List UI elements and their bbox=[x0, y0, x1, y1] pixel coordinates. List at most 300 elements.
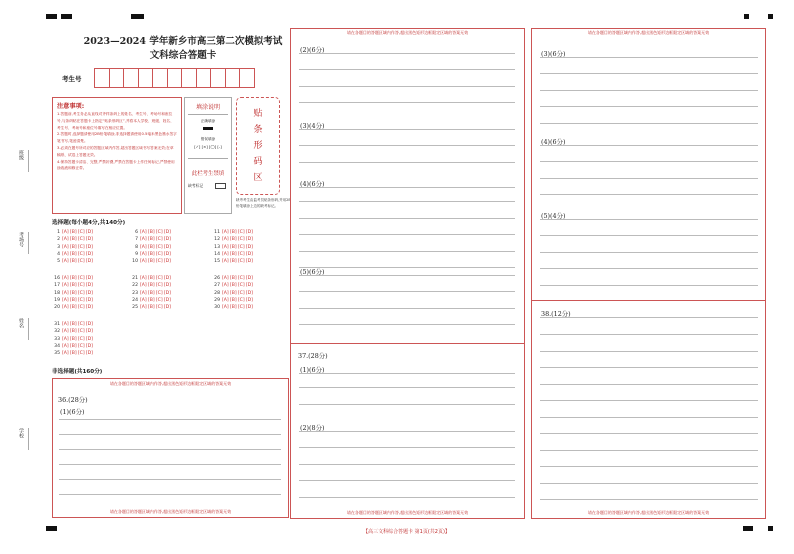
mc-option-bubble[interactable]: [A] bbox=[222, 237, 229, 243]
binding-line bbox=[28, 232, 29, 254]
mc-option-bubble[interactable]: [C] bbox=[77, 297, 85, 303]
mc-option-bubble[interactable]: [B] bbox=[229, 283, 237, 289]
exam-no-digit-box[interactable] bbox=[225, 68, 241, 88]
mc-option-bubble[interactable]: [D] bbox=[163, 251, 171, 257]
mc-option-bubble[interactable]: [C] bbox=[237, 305, 245, 311]
mc-option-bubble[interactable]: [D] bbox=[85, 351, 93, 357]
mc-option-bubble[interactable]: [A] bbox=[140, 237, 147, 243]
mc-option-bubble[interactable]: [A] bbox=[222, 230, 229, 235]
mc-option-bubble[interactable]: [D] bbox=[245, 297, 253, 303]
mc-option-bubble[interactable]: [D] bbox=[163, 230, 171, 235]
mc-option-bubble[interactable]: [B] bbox=[69, 244, 77, 250]
mc-question-number: 21 bbox=[132, 276, 138, 281]
mc-question-row bbox=[52, 322, 94, 327]
mc-option-bubble[interactable]: [B] bbox=[69, 230, 77, 235]
mc-option-bubble[interactable]: [B] bbox=[69, 237, 77, 243]
mc-question-number: 29 bbox=[214, 297, 220, 303]
mc-option-bubble[interactable]: [B] bbox=[147, 290, 155, 296]
mc-option-bubble[interactable]: [A] bbox=[62, 329, 69, 335]
mc-option-bubble[interactable]: [D] bbox=[163, 290, 171, 296]
answer-line[interactable] bbox=[540, 317, 758, 318]
answer-line[interactable] bbox=[299, 187, 515, 188]
mc-option-bubble[interactable]: [D] bbox=[85, 283, 93, 289]
mc-option-bubble[interactable]: [A] bbox=[140, 276, 147, 281]
answer-line[interactable] bbox=[299, 480, 515, 481]
mc-question-number: 30 bbox=[214, 305, 220, 311]
mc-question-row bbox=[212, 230, 254, 235]
mc-option-bubble[interactable]: [A] bbox=[140, 259, 147, 265]
notice-item: 2.答题时,选择题请使用2B铅笔填涂,非选择题请使用0.5毫米黑色墨水签字笔书写,笔迹清楚。 bbox=[57, 132, 177, 144]
mc-question-row bbox=[52, 298, 94, 303]
answer-line[interactable] bbox=[299, 86, 515, 87]
answer-line[interactable] bbox=[540, 285, 758, 286]
answer-line[interactable] bbox=[540, 367, 758, 368]
answer-line[interactable] bbox=[299, 234, 515, 235]
mc-option-bubble[interactable]: [C] bbox=[155, 237, 163, 243]
exam-no-digit-box[interactable] bbox=[138, 68, 154, 88]
notice-item: 4.保持答题卡清洁、完整,严禁折叠,严禁在答题卡上作任何标记,严禁使用涂改液和修正带。 bbox=[57, 159, 175, 171]
exam-no-digit-box[interactable] bbox=[94, 68, 110, 88]
mc-option-bubble[interactable]: [C] bbox=[77, 336, 85, 342]
answer-line[interactable] bbox=[299, 291, 515, 292]
answer-line[interactable] bbox=[540, 334, 758, 335]
mc-question-number: 32 bbox=[54, 329, 60, 335]
mc-option-bubble[interactable]: [D] bbox=[85, 251, 93, 257]
mc-option-bubble[interactable]: [D] bbox=[245, 244, 253, 250]
answer-line[interactable] bbox=[299, 404, 515, 405]
mc-option-bubble[interactable]: [A] bbox=[140, 283, 147, 289]
mc-question-number: 2 bbox=[57, 237, 60, 243]
mc-option-bubble[interactable]: [D] bbox=[85, 329, 93, 335]
mc-option-bubble[interactable]: [D] bbox=[163, 237, 171, 243]
mc-question-number: 10 bbox=[132, 259, 138, 265]
notice-item: 1.答题前,考生务必从直线对齐样条码上的姓名、考生号、考场号和座位号,与条码粘在答题卡上指定“贴条形码区”,并将本人学校、班级、姓名、考生号、考场号和座位号填写在相应位置。 bbox=[57, 112, 174, 130]
mc-option-bubble[interactable]: [A] bbox=[140, 244, 147, 250]
exam-no-digit-box[interactable] bbox=[152, 68, 168, 88]
mc-option-bubble[interactable]: [C] bbox=[77, 244, 85, 250]
exam-no-digit-box[interactable] bbox=[196, 68, 212, 88]
mc-option-bubble[interactable]: [D] bbox=[245, 276, 253, 281]
mc-option-bubble[interactable]: [B] bbox=[69, 276, 77, 281]
answer-line[interactable] bbox=[299, 497, 515, 498]
mc-option-bubble[interactable]: [A] bbox=[140, 290, 147, 296]
answer-line[interactable] bbox=[540, 73, 758, 74]
mc-option-bubble[interactable]: [C] bbox=[155, 297, 163, 303]
mc-option-bubble[interactable]: [B] bbox=[229, 305, 237, 311]
mc-option-bubble[interactable]: [A] bbox=[62, 336, 69, 342]
q36-title: 36.(28分) bbox=[58, 396, 88, 404]
mc-option-bubble[interactable]: [C] bbox=[77, 237, 85, 243]
mc-option-bubble[interactable]: [B] bbox=[69, 351, 77, 357]
answer-line[interactable] bbox=[299, 162, 515, 163]
answer-line[interactable] bbox=[59, 449, 281, 450]
mc-question-number: 19 bbox=[54, 297, 60, 303]
registration-mark bbox=[46, 526, 57, 531]
answer-line[interactable] bbox=[540, 351, 758, 352]
answer-panel-36 bbox=[52, 378, 289, 518]
answer-line[interactable] bbox=[540, 400, 758, 401]
mc-question-number: 17 bbox=[54, 283, 60, 289]
mc-option-bubble[interactable]: [C] bbox=[77, 290, 85, 296]
answer-line[interactable] bbox=[299, 324, 515, 325]
mc-option-bubble[interactable]: [D] bbox=[245, 305, 253, 311]
mc-option-bubble[interactable]: [A] bbox=[62, 259, 69, 265]
answer-line[interactable] bbox=[540, 106, 758, 107]
fill-guide-divider bbox=[188, 158, 228, 159]
fill-guide-panel bbox=[184, 97, 232, 214]
mc-option-bubble[interactable]: [A] bbox=[140, 230, 147, 235]
mc-option-bubble[interactable]: [C] bbox=[237, 251, 245, 257]
mc-question-number: 4 bbox=[57, 251, 60, 257]
mc-option-bubble[interactable]: [B] bbox=[229, 237, 237, 243]
mc-option-bubble[interactable]: [A] bbox=[222, 259, 229, 265]
mc-option-bubble[interactable]: [B] bbox=[147, 259, 155, 265]
q36-part2: (2)(6分) bbox=[300, 46, 325, 54]
mc-option-bubble[interactable]: [C] bbox=[237, 237, 245, 243]
mc-question-row bbox=[130, 237, 172, 242]
absent-mark-box[interactable] bbox=[215, 183, 226, 189]
mc-question-number: 22 bbox=[132, 283, 138, 289]
mc-question-row bbox=[212, 259, 254, 264]
mc-option-bubble[interactable]: [C] bbox=[155, 251, 163, 257]
mc-option-bubble[interactable]: [C] bbox=[77, 283, 85, 289]
mc-option-bubble[interactable]: [A] bbox=[62, 244, 69, 250]
mc-option-bubble[interactable]: [D] bbox=[85, 297, 93, 303]
mc-option-bubble[interactable]: [B] bbox=[229, 290, 237, 296]
mc-option-bubble[interactable]: [D] bbox=[85, 230, 93, 235]
mc-option-bubble[interactable]: [B] bbox=[147, 305, 155, 311]
mc-option-bubble[interactable]: [C] bbox=[155, 230, 163, 235]
mc-option-bubble[interactable]: [B] bbox=[69, 290, 77, 296]
answer-line[interactable] bbox=[59, 479, 281, 480]
mc-option-bubble[interactable]: [C] bbox=[155, 259, 163, 265]
mc-option-bubble[interactable]: [C] bbox=[77, 322, 85, 327]
answer-line[interactable] bbox=[299, 102, 515, 103]
mc-option-bubble[interactable]: [D] bbox=[85, 259, 93, 265]
mc-option-bubble[interactable]: [D] bbox=[163, 259, 171, 265]
q38-title: 38.(12分) bbox=[541, 310, 571, 318]
mc-option-bubble[interactable]: [C] bbox=[237, 276, 245, 281]
mc-question-number: 7 bbox=[135, 237, 138, 243]
mc-option-bubble[interactable]: [A] bbox=[62, 290, 69, 296]
mc-option-bubble[interactable]: [C] bbox=[155, 276, 163, 281]
mc-option-bubble[interactable]: [A] bbox=[62, 230, 69, 235]
answer-line[interactable] bbox=[299, 308, 515, 309]
mc-option-bubble[interactable]: [D] bbox=[85, 290, 93, 296]
mc-question-row bbox=[52, 259, 94, 264]
mc-option-bubble[interactable]: [B] bbox=[69, 283, 77, 289]
mc-option-bubble[interactable]: [D] bbox=[245, 251, 253, 257]
mc-option-bubble[interactable]: [C] bbox=[237, 230, 245, 235]
mc-question-number: 25 bbox=[132, 305, 138, 311]
barcode-label-char: 区 bbox=[253, 173, 263, 183]
mc-question-row bbox=[130, 245, 172, 250]
mc-option-bubble[interactable]: [B] bbox=[147, 251, 155, 257]
answer-line[interactable] bbox=[299, 69, 515, 70]
answer-line[interactable] bbox=[540, 57, 758, 58]
q37-part3: (3)(6分) bbox=[541, 50, 566, 58]
answer-line[interactable] bbox=[299, 201, 515, 202]
mc-option-bubble[interactable]: [A] bbox=[62, 343, 69, 349]
mc-question-number: 20 bbox=[54, 305, 60, 311]
mc-option-bubble[interactable]: [B] bbox=[147, 276, 155, 281]
answer-line[interactable] bbox=[540, 161, 758, 162]
panel-banner: 请在各题目的答题区域内作答,超出黑色矩形边框限定区域的答案无效 bbox=[109, 381, 232, 386]
mc-option-bubble[interactable]: [C] bbox=[237, 259, 245, 265]
answer-line[interactable] bbox=[540, 450, 758, 451]
mc-option-bubble[interactable]: [B] bbox=[147, 283, 155, 289]
mc-option-bubble[interactable]: [B] bbox=[147, 237, 155, 243]
panel-banner: 请在各题目的答题区域内作答,超出黑色矩形边框限定区域的答案无效 bbox=[587, 30, 710, 35]
mc-option-bubble[interactable]: [C] bbox=[155, 244, 163, 250]
mc-question-row bbox=[52, 276, 94, 281]
answer-line[interactable] bbox=[299, 464, 515, 465]
exam-no-digit-box[interactable] bbox=[167, 68, 183, 88]
mc-question-number: 5 bbox=[57, 259, 60, 265]
mc-option-bubble[interactable]: [B] bbox=[69, 336, 77, 342]
mc-question-row bbox=[130, 298, 172, 303]
mc-question-number: 34 bbox=[54, 343, 60, 349]
mc-question-number: 35 bbox=[54, 351, 60, 357]
mc-option-bubble[interactable]: [D] bbox=[245, 230, 253, 235]
exam-no-digit-box[interactable] bbox=[181, 68, 197, 88]
mc-option-bubble[interactable]: [A] bbox=[62, 251, 69, 257]
mc-option-bubble[interactable]: [A] bbox=[62, 297, 69, 303]
mc-option-bubble[interactable]: [A] bbox=[62, 276, 69, 281]
mc-question-row bbox=[52, 252, 94, 257]
answer-line[interactable] bbox=[540, 235, 758, 236]
fill-guide-divider bbox=[188, 114, 228, 115]
answer-line[interactable] bbox=[299, 218, 515, 219]
mc-option-bubble[interactable]: [A] bbox=[222, 305, 229, 311]
mc-option-bubble[interactable]: [A] bbox=[222, 290, 229, 296]
mc-question-number: 18 bbox=[54, 290, 60, 296]
answer-line[interactable] bbox=[540, 433, 758, 434]
mc-option-bubble[interactable]: [B] bbox=[69, 259, 77, 265]
page-footer: 【高三文科综合答题卡 第1页(共2页)】 bbox=[363, 529, 450, 535]
mc-option-bubble[interactable]: [D] bbox=[245, 290, 253, 296]
registration-mark bbox=[131, 14, 144, 19]
panel-banner: 请在各题目的答题区域内作答,超出黑色矩形边框限定区域的答案无效 bbox=[346, 30, 469, 35]
mc-question-row bbox=[52, 245, 94, 250]
mc-question-row bbox=[212, 245, 254, 250]
answer-line[interactable] bbox=[540, 90, 758, 91]
mc-question-number: 31 bbox=[54, 322, 60, 327]
mc-question-number: 28 bbox=[214, 290, 220, 296]
answer-line[interactable] bbox=[540, 483, 758, 484]
mc-option-bubble[interactable]: [C] bbox=[237, 290, 245, 296]
mc-option-bubble[interactable]: [C] bbox=[237, 297, 245, 303]
nonmc-title: 非选择题(共160分) bbox=[52, 369, 103, 375]
answer-panel-col3 bbox=[531, 28, 766, 519]
mc-option-bubble[interactable]: [A] bbox=[140, 305, 147, 311]
mc-option-bubble[interactable]: [D] bbox=[245, 259, 253, 265]
panel-banner: 请在各题目的答题区域内作答,超出黑色矩形边框限定区域的答案无效 bbox=[346, 510, 469, 515]
mc-option-bubble[interactable]: [D] bbox=[85, 276, 93, 281]
exam-no-digit-box[interactable] bbox=[123, 68, 139, 88]
mc-option-bubble[interactable]: [D] bbox=[163, 244, 171, 250]
barcode-label-char: 贴 bbox=[253, 109, 263, 119]
answer-line[interactable] bbox=[299, 267, 515, 268]
mc-option-bubble[interactable]: [B] bbox=[229, 251, 237, 257]
mc-question-row bbox=[130, 305, 172, 310]
exam-no-boxes[interactable] bbox=[94, 68, 255, 87]
answer-line[interactable] bbox=[540, 252, 758, 253]
mc-option-bubble[interactable]: [A] bbox=[222, 297, 229, 303]
mc-question-row bbox=[52, 344, 94, 349]
mc-option-bubble[interactable]: [D] bbox=[163, 276, 171, 281]
mc-question-row bbox=[130, 291, 172, 296]
answer-line[interactable] bbox=[59, 434, 281, 435]
wrong-fill-samples: [✓] [×] [◯] [-] bbox=[194, 144, 222, 149]
mc-question-row bbox=[212, 291, 254, 296]
answer-line[interactable] bbox=[299, 373, 515, 374]
mc-option-bubble[interactable]: [A] bbox=[62, 283, 69, 289]
registration-mark bbox=[46, 14, 57, 19]
mc-question-number: 33 bbox=[54, 336, 60, 342]
answer-line[interactable] bbox=[540, 178, 758, 179]
mc-option-bubble[interactable]: [C] bbox=[77, 343, 85, 349]
mc-question-row bbox=[130, 252, 172, 257]
mc-option-bubble[interactable]: [B] bbox=[229, 276, 237, 281]
mc-option-bubble[interactable]: [C] bbox=[77, 259, 85, 265]
mc-option-bubble[interactable]: [D] bbox=[85, 343, 93, 349]
mc-option-bubble[interactable]: [C] bbox=[155, 290, 163, 296]
mc-option-bubble[interactable]: [A] bbox=[222, 283, 229, 289]
mc-option-bubble[interactable]: [A] bbox=[62, 305, 69, 311]
mc-option-bubble[interactable]: [C] bbox=[77, 329, 85, 335]
side-label-school: 学校 bbox=[18, 428, 24, 438]
mc-question-row bbox=[52, 230, 94, 235]
exam-no-label: 考生号 bbox=[62, 75, 82, 83]
q36-part5: (5)(6分) bbox=[300, 268, 325, 276]
mc-option-bubble[interactable]: [D] bbox=[85, 244, 93, 250]
answer-panel-col2 bbox=[290, 28, 525, 519]
answer-line[interactable] bbox=[299, 431, 515, 432]
mc-option-bubble[interactable]: [B] bbox=[147, 297, 155, 303]
q37-part2: (2)(8分) bbox=[300, 424, 325, 432]
side-label-class: 班级 bbox=[18, 150, 24, 160]
q37-title: 37.(28分) bbox=[298, 352, 328, 360]
mc-option-bubble[interactable]: [B] bbox=[69, 329, 77, 335]
mc-option-bubble[interactable]: [C] bbox=[155, 283, 163, 289]
mc-option-bubble[interactable]: [D] bbox=[85, 322, 93, 327]
mc-option-bubble[interactable]: [A] bbox=[62, 322, 69, 327]
mc-option-bubble[interactable]: [C] bbox=[77, 351, 85, 357]
answer-line[interactable] bbox=[540, 219, 758, 220]
mc-question-number: 26 bbox=[214, 276, 220, 281]
mc-question-number: 16 bbox=[54, 276, 60, 281]
answer-line[interactable] bbox=[299, 447, 515, 448]
answer-line[interactable] bbox=[299, 275, 515, 276]
mc-option-bubble[interactable]: [B] bbox=[69, 297, 77, 303]
answer-line[interactable] bbox=[540, 194, 758, 195]
mc-option-bubble[interactable]: [A] bbox=[222, 251, 229, 257]
mc-option-bubble[interactable]: [B] bbox=[229, 230, 237, 235]
mc-option-bubble[interactable]: [D] bbox=[163, 297, 171, 303]
mc-question-row bbox=[52, 283, 94, 288]
answer-line[interactable] bbox=[540, 466, 758, 467]
mc-option-bubble[interactable]: [C] bbox=[77, 305, 85, 311]
exam-title: 2023—2024 学年新乡市高三第二次模拟考试 bbox=[83, 36, 283, 47]
mc-option-bubble[interactable]: [C] bbox=[77, 276, 85, 281]
answer-line[interactable] bbox=[540, 499, 758, 500]
mc-option-bubble[interactable]: [D] bbox=[85, 336, 93, 342]
answer-line[interactable] bbox=[59, 464, 281, 465]
mc-option-bubble[interactable]: [A] bbox=[222, 244, 229, 250]
mc-option-bubble[interactable]: [C] bbox=[77, 251, 85, 257]
mc-option-bubble[interactable]: [B] bbox=[69, 305, 77, 311]
mc-option-bubble[interactable]: [B] bbox=[69, 322, 77, 327]
exam-no-digit-box[interactable] bbox=[109, 68, 125, 88]
mc-option-bubble[interactable]: [D] bbox=[85, 305, 93, 311]
mc-option-bubble[interactable]: [A] bbox=[62, 351, 69, 357]
answer-line[interactable] bbox=[59, 494, 281, 495]
notice-title: 注意事项: bbox=[57, 103, 85, 110]
mc-option-bubble[interactable]: [C] bbox=[155, 305, 163, 311]
exam-no-digit-box[interactable] bbox=[239, 68, 255, 88]
mc-option-bubble[interactable]: [D] bbox=[85, 237, 93, 243]
mc-option-bubble[interactable]: [A] bbox=[140, 297, 147, 303]
answer-line[interactable] bbox=[540, 417, 758, 418]
mc-option-bubble[interactable]: [A] bbox=[62, 237, 69, 243]
answer-line[interactable] bbox=[299, 145, 515, 146]
answer-line[interactable] bbox=[299, 387, 515, 388]
mc-option-bubble[interactable]: [B] bbox=[147, 244, 155, 250]
side-label-name: 姓名 bbox=[18, 318, 24, 328]
mc-option-bubble[interactable]: [B] bbox=[69, 343, 77, 349]
mc-option-bubble[interactable]: [B] bbox=[69, 251, 77, 257]
mc-question-number: 8 bbox=[135, 244, 138, 250]
mc-question-row bbox=[212, 283, 254, 288]
answer-line[interactable] bbox=[540, 123, 758, 124]
answer-line[interactable] bbox=[299, 251, 515, 252]
barcode-label-char: 码 bbox=[253, 157, 263, 167]
mc-question-number: 24 bbox=[132, 297, 138, 303]
answer-line[interactable] bbox=[540, 268, 758, 269]
mc-option-bubble[interactable]: [D] bbox=[163, 305, 171, 311]
mc-question-row bbox=[52, 337, 94, 342]
answer-line[interactable] bbox=[540, 384, 758, 385]
mc-question-number: 6 bbox=[135, 230, 138, 235]
answer-line[interactable] bbox=[59, 419, 281, 420]
mc-option-bubble[interactable]: [D] bbox=[245, 283, 253, 289]
mc-option-bubble[interactable]: [C] bbox=[237, 244, 245, 250]
mc-option-bubble[interactable]: [C] bbox=[237, 283, 245, 289]
mc-option-bubble[interactable]: [A] bbox=[140, 251, 147, 257]
mc-question-number: 11 bbox=[214, 230, 220, 235]
barcode-area bbox=[236, 97, 280, 195]
answer-line[interactable] bbox=[540, 145, 758, 146]
mc-question-row bbox=[130, 283, 172, 288]
mc-option-bubble[interactable]: [D] bbox=[245, 237, 253, 243]
answer-line[interactable] bbox=[299, 53, 515, 54]
mc-option-bubble[interactable]: [B] bbox=[229, 259, 237, 265]
mc-question-row bbox=[130, 276, 172, 281]
mc-question-row bbox=[212, 252, 254, 257]
mc-option-bubble[interactable]: [A] bbox=[222, 276, 229, 281]
exam-no-digit-box[interactable] bbox=[210, 68, 226, 88]
registration-mark bbox=[768, 526, 773, 531]
panel-banner: 请在各题目的答题区域内作答,超出黑色矩形边框限定区域的答案无效 bbox=[109, 509, 232, 514]
mc-option-bubble[interactable]: [B] bbox=[229, 297, 237, 303]
mc-option-bubble[interactable]: [B] bbox=[229, 244, 237, 250]
answer-line[interactable] bbox=[299, 129, 515, 130]
mc-option-bubble[interactable]: [B] bbox=[147, 230, 155, 235]
mc-option-bubble[interactable]: [D] bbox=[163, 283, 171, 289]
mc-option-bubble[interactable]: [C] bbox=[77, 230, 85, 235]
q36-part1: (1)(6分) bbox=[60, 408, 85, 416]
